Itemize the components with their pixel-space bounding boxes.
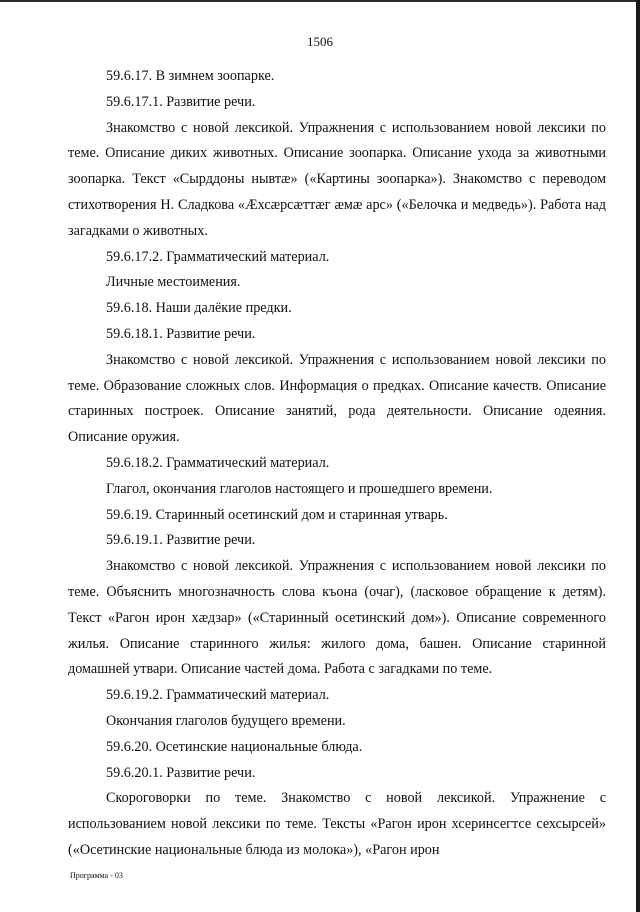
body-paragraph: Знакомство с новой лексикой. Упражнения с использованием новой лексики по теме. Образование сложных слов. Информация о предках. Описание качеств. Описание старинных построек. Описание занятий, рода деятельности. Описание одеяния. Описание оружия.	[68, 351, 606, 446]
body-line: Глагол, окончания глаголов настоящего и прошедшего времени.	[106, 480, 493, 497]
section-heading: 59.6.20. Осетинские национальные блюда.	[106, 738, 363, 755]
scan-edge-top	[0, 0, 640, 2]
body-line: Окончания глаголов будущего времени.	[106, 712, 346, 729]
section-heading: 59.6.17. В зимнем зоопарке.	[106, 68, 275, 84]
footer-label: Программа - 03	[70, 871, 123, 880]
subsection-heading: 59.6.19.1. Развитие речи.	[106, 532, 256, 549]
subsection-heading: 59.6.18.2. Грамматический материал.	[106, 454, 330, 471]
subsection-heading: 59.6.17.2. Грамматический материал.	[106, 248, 330, 265]
scan-edge-right	[636, 0, 640, 912]
body-paragraph: Знакомство с новой лексикой. Упражнения с использованием новой лексики по теме. Объяснить многозначность слова къона (очаг), (ласковое обращение к детям). Текст «Рагон ирон хæдзар» («Старинный осетинский дом»). Описание современного жилья. Описание старинного жилья: жилого дома, башен. Описание старинной домашней утвари. Описание частей дома. Работа с загадками по теме.	[68, 558, 606, 678]
document-body	[68, 64, 606, 864]
body-paragraph: Знакомство с новой лексикой. Упражнения с использованием новой лексики по теме. Описание диких животных. Описание зоопарка. Описание ухода за животными зоопарка. Текст «Сырддоны нывтæ» («Картины зоопарка»). Знакомство с переводом стихотворения Н. Сладкова «Æхсæрсæттæг æмæ арс» («Белочка и медведь»). Работа над загадками о животных.	[68, 119, 606, 239]
body-paragraph: Скороговорки по теме. Знакомство с новой лексикой. Упражнение с использованием новой лексики по теме. Тексты «Рагон ирон хсеринсегтсе сехсырсей» («Осетинские национальные блюда из молока»), «Рагон ирон	[68, 790, 606, 858]
subsection-heading: 59.6.19.2. Грамматический материал.	[106, 687, 330, 704]
body-line: Личные местоимения.	[106, 274, 241, 291]
section-heading: 59.6.19. Старинный осетинский дом и старинная утварь.	[106, 506, 448, 523]
section-heading: 59.6.18. Наши далёкие предки.	[106, 300, 292, 317]
page-number: 1506	[307, 34, 333, 49]
subsection-heading: 59.6.18.1. Развитие речи.	[106, 325, 256, 342]
subsection-heading: 59.6.17.1. Развитие речи.	[106, 93, 256, 110]
subsection-heading: 59.6.20.1. Развитие речи.	[106, 764, 256, 781]
